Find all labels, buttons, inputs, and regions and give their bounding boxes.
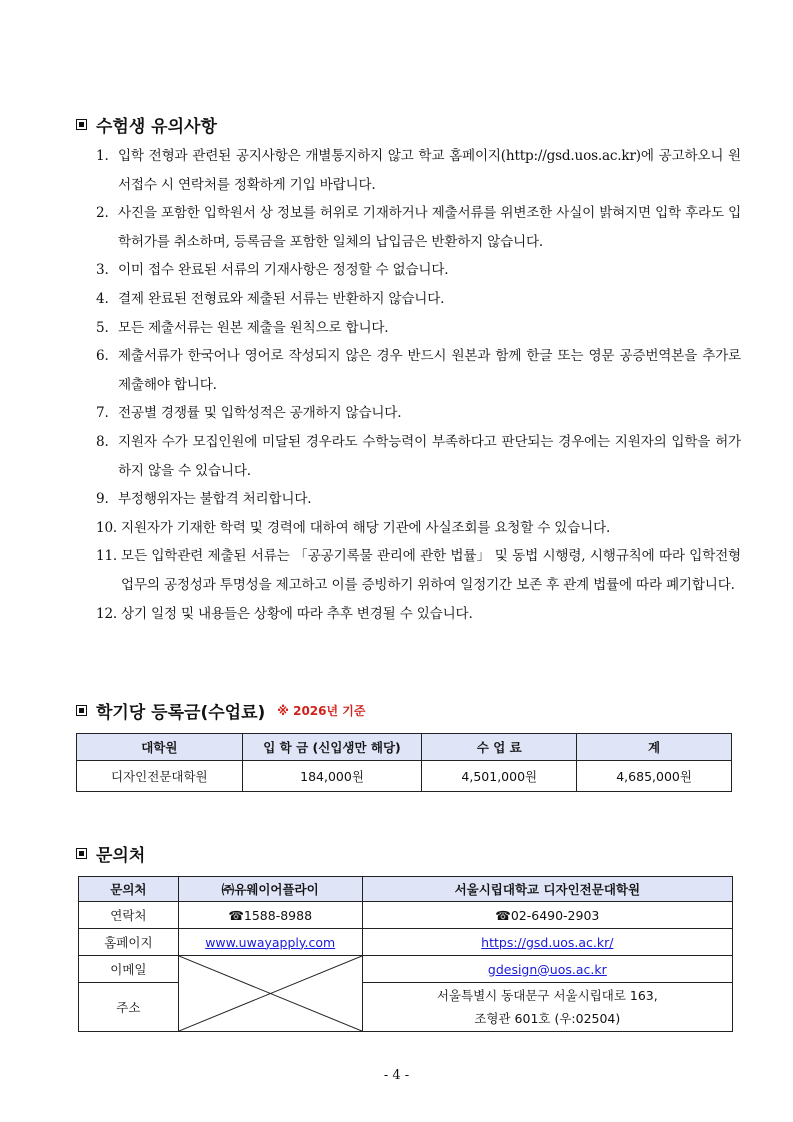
- notice-text: 지원자 수가 모집인원에 미달된 경우라도 수학능력이 부족하다고 판단되는 경우에는 지원자의 입학을 허가하지 않을 수 있습니다.: [118, 433, 741, 479]
- notice-text: 전공별 경쟁률 및 입학성적은 공개하지 않습니다.: [118, 405, 402, 422]
- phone-uos: ☎02-6490-2903: [362, 902, 732, 929]
- notices-list: [96, 142, 741, 628]
- tuition-table: [76, 733, 732, 792]
- address-line: 서울특별시 동대문구 서울시립대로 163,: [436, 988, 658, 1003]
- notice-number: 9.: [96, 491, 109, 508]
- notice-text: 사진을 포함한 입학원서 상 정보를 허위로 기재하거나 제출서류를 위변조한 사실이 밝혀지면 입학 후라도 입학허가를 취소하며, 등록금을 포함한 일체의 납입금은 반환하지 않습니다.: [118, 205, 741, 250]
- square-bullet-icon: [76, 705, 87, 716]
- notice-number: 4.: [96, 290, 109, 307]
- notice-number: 5.: [96, 319, 109, 336]
- notice-number: 2.: [96, 205, 109, 222]
- tuition-header-row: [77, 734, 732, 761]
- tuition-header-cell: 대학원: [77, 734, 243, 761]
- square-bullet-icon: [76, 119, 87, 130]
- tuition-cell: 디자인전문대학원: [77, 761, 243, 792]
- contact-header-cell: 서울시립대학교 디자인전문대학원: [362, 877, 732, 902]
- contact-header-row: [79, 877, 733, 902]
- contact-address-row: [79, 983, 733, 1032]
- notice-number: 6.: [96, 348, 109, 365]
- notice-item: [96, 600, 741, 629]
- notice-item: [96, 285, 741, 314]
- notice-item: [96, 342, 741, 399]
- notice-number: 3.: [96, 262, 109, 279]
- notice-number: 12.: [96, 605, 118, 622]
- notice-number: 8.: [96, 433, 109, 450]
- notice-number: 7.: [96, 405, 109, 422]
- homepage-uway-link[interactable]: www.uwayapply.com: [205, 934, 336, 950]
- tuition-note: ※ 2026년 기준: [277, 704, 366, 718]
- notice-item: [96, 542, 741, 599]
- notice-item: [96, 514, 741, 543]
- tuition-title: 학기당 등록금(수업료): [96, 703, 266, 723]
- email-uos-cell: [362, 956, 732, 983]
- notice-number: 10.: [96, 519, 118, 536]
- homepage-uos-cell: [362, 929, 732, 956]
- tuition-header-cell: 입 학 금 (신입생만 해당): [242, 734, 422, 761]
- address-label: 주소: [79, 983, 179, 1032]
- notice-item: [96, 428, 741, 485]
- notice-text: 이미 접수 완료된 서류의 기재사항은 정정할 수 없습니다.: [118, 262, 449, 279]
- contact-heading: [76, 841, 145, 866]
- notice-item: [96, 142, 741, 199]
- notice-text: 결제 완료된 전형료와 제출된 서류는 반환하지 않습니다.: [118, 290, 445, 307]
- contact-email-row: [79, 956, 733, 983]
- email-uos-link[interactable]: gdesign@uos.ac.kr: [487, 961, 607, 977]
- homepage-label: 홈페이지: [79, 929, 179, 956]
- tuition-cell: 184,000원: [242, 761, 422, 792]
- tuition-cell: 4,685,000원: [577, 761, 732, 792]
- tuition-row: [77, 761, 732, 792]
- crossed-out-cell: [178, 956, 362, 1032]
- notice-text: 제출서류가 한국어나 영어로 작성되지 않은 경우 반드시 원본과 함께 한글 또는 영문 공증번역본을 추가로 제출해야 합니다.: [118, 348, 741, 393]
- contact-table: [78, 876, 733, 1032]
- notices-title: 수험생 유의사항: [96, 117, 217, 137]
- tuition-header-cell: 수 업 료: [422, 734, 577, 761]
- notice-text: 부정행위자는 불합격 처리합니다.: [118, 491, 312, 508]
- phone-uway: ☎1588-8988: [178, 902, 362, 929]
- address-line: 조형관 601호 (우:02504): [474, 1011, 621, 1026]
- contact-header-cell: 문의처: [79, 877, 179, 902]
- homepage-uway-cell: [178, 929, 362, 956]
- cross-mark: [179, 956, 362, 1031]
- email-label: 이메일: [79, 956, 179, 983]
- notice-item: [96, 314, 741, 343]
- tuition-header-cell: 계: [577, 734, 732, 761]
- notice-text: 모든 입학관련 제출된 서류는 「공공기록물 관리에 관한 법률」 및 동법 시행령, 시행규칙에 따라 입학전형 업무의 공정성과 투명성을 제고하고 이를 증빙하기 위하여 일정기간 보존 후 관계 법률에 따라 폐기합니다.: [121, 548, 741, 593]
- notice-text: 지원자가 기재한 학력 및 경력에 대하여 해당 기관에 사실조회를 요청할 수 있습니다.: [121, 519, 611, 536]
- notices-heading: [76, 112, 217, 137]
- tuition-heading: [76, 698, 365, 723]
- contact-header-cell: ㈜유웨이어플라이: [178, 877, 362, 902]
- contact-homepage-row: [79, 929, 733, 956]
- notice-item: [96, 485, 741, 514]
- notice-number: 11.: [96, 548, 118, 565]
- contact-phone-row: [79, 902, 733, 929]
- homepage-uos-link[interactable]: https://gsd.uos.ac.kr/: [481, 934, 614, 950]
- tuition-cell: 4,501,000원: [422, 761, 577, 792]
- notice-item: [96, 399, 741, 428]
- notice-item: [96, 199, 741, 256]
- notice-number: 1.: [96, 148, 109, 164]
- address-cell: [362, 983, 732, 1032]
- page-number: - 4 -: [383, 1068, 410, 1083]
- notice-text: 입학 전형과 관련된 공지사항은 개별통지하지 않고 학교 홈페이지(http://gsd.uos.ac.kr)에 공고하오니 원서접수 시 연락처를 정확하게 기입 바랍니다.: [118, 148, 741, 193]
- phone-label: 연락처: [79, 902, 179, 929]
- notice-item: [96, 256, 741, 285]
- notice-text: 상기 일정 및 내용들은 상황에 따라 추후 변경될 수 있습니다.: [121, 605, 473, 622]
- square-bullet-icon: [76, 848, 87, 859]
- contact-title: 문의처: [96, 846, 146, 866]
- notice-text: 모든 제출서류는 원본 제출을 원칙으로 합니다.: [118, 319, 389, 336]
